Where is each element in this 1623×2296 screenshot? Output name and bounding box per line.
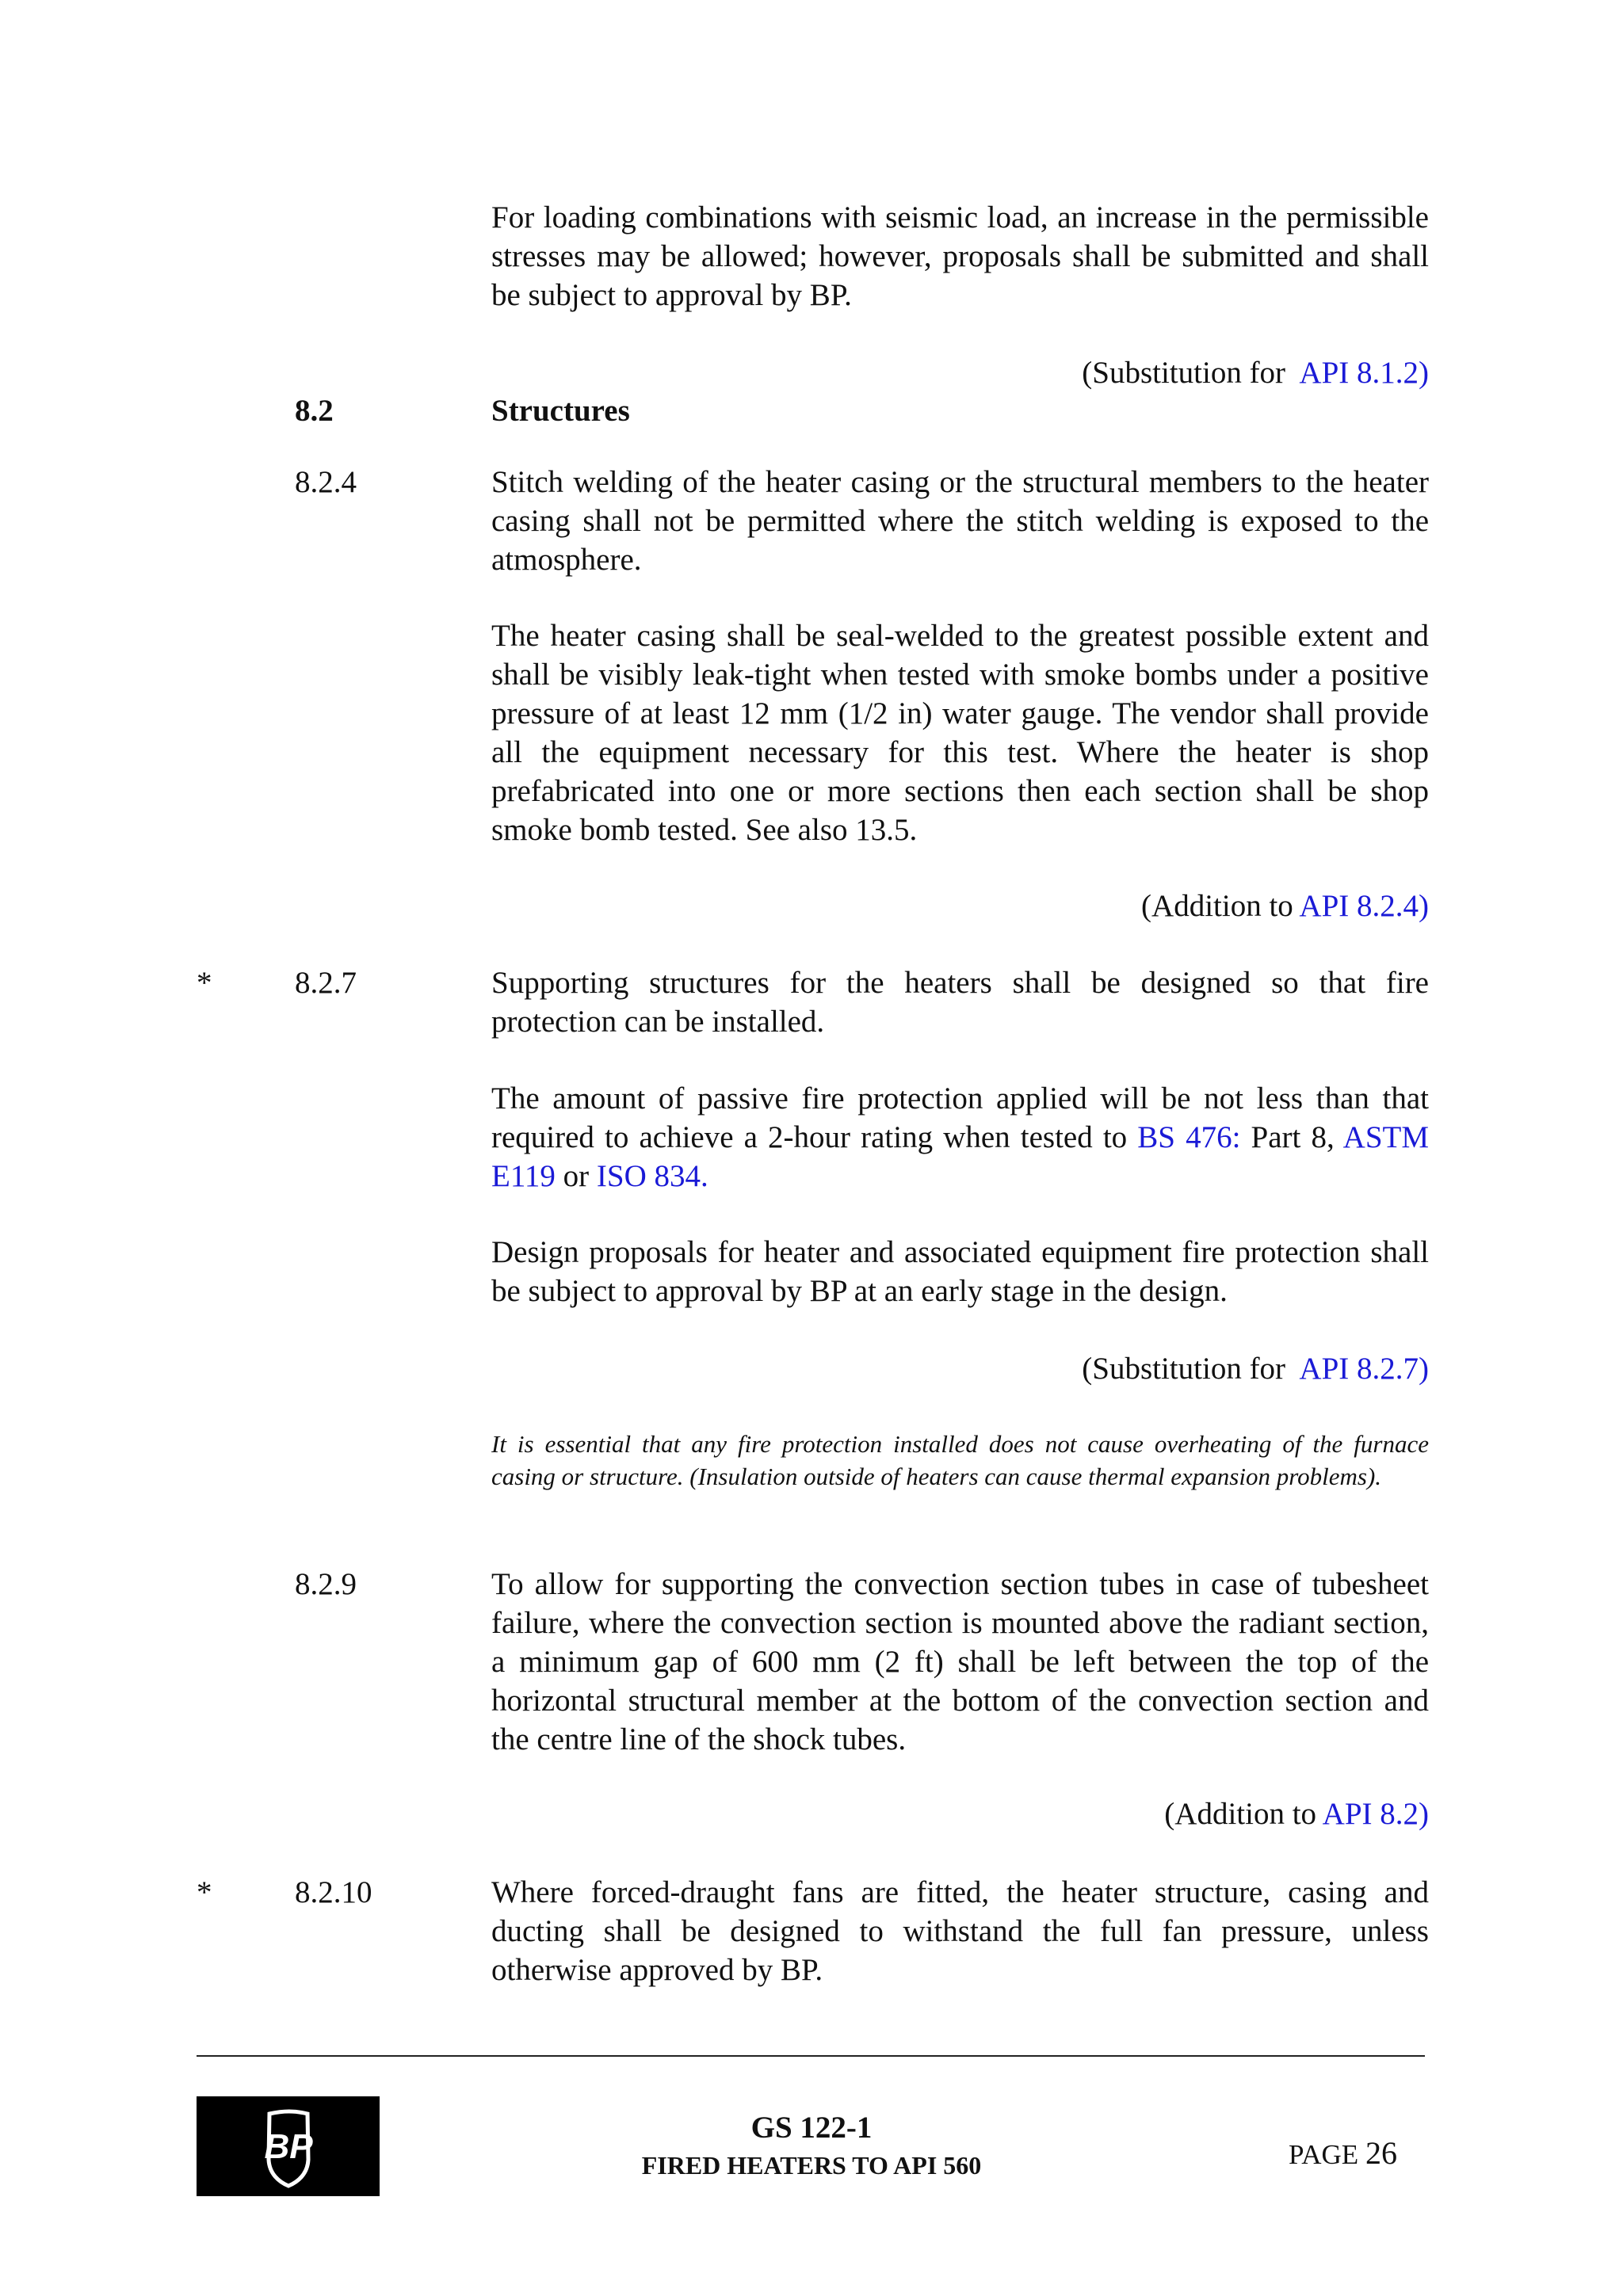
section-8-2-4-p1-block xyxy=(491,463,1429,579)
section-8-2-7-p2: The amount of passive fire protection applied will be not less than that required to achieve a 2-hour rating when tested to BS 476: Part 8, ASTM E119 or ISO 834. xyxy=(491,1081,1430,1193)
section-8-2-4-p2: The heater casing shall be seal-welded to the greatest possible extent and shall be visibly leak-tight when tested with smoke bombs under a positive pressure of at least 12 mm (1/2 in) water gauge. The vendor shall provide all the equipment necessary for this test. Where the heater is shop prefabricated into one or more sections then each section shall be shop smoke bomb tested. See also 13.5. xyxy=(491,619,1429,847)
api-8-2-link[interactable]: API 8.2) xyxy=(1322,1797,1429,1831)
seismic-paragraph: For loading combinations with seismic load, an increase in the permissible stresses may be allowed; however, proposals shall be submitted and shall be subject to approval by BP. xyxy=(491,200,1429,312)
section-8-2-number: 8.2 xyxy=(295,394,334,428)
section-8-2-10-p1: Where forced-draught fans are fitted, the heater structure, casing and ducting shall be designed to withstand the full fan pressure, unless otherwise approved by BP. xyxy=(491,1875,1429,1987)
section-8-2-4-number: 8.2.4 xyxy=(295,465,357,499)
section-8-2-title: Structures xyxy=(491,394,630,428)
section-8-2-4-p2-block xyxy=(491,616,1429,849)
footer-divider xyxy=(197,2055,1425,2057)
astm-e119-link[interactable]: ASTM E119 xyxy=(491,1120,1430,1193)
section-8-2-9-p1: To allow for supporting the convection section tubes in case of tubesheet failure, where the convection section is mounted above the radiant section, a minimum gap of 600 mm (2 ft) shall be left between the top of the horizontal structural member at the bottom of the convection section and the centre line of the shock tubes. xyxy=(491,1567,1429,1756)
section-8-2-7-p3-block xyxy=(491,1233,1429,1310)
reference-api-8-2-7: (Substitution for API 8.2.7) xyxy=(1082,1352,1429,1386)
reference-api-8-1-2: (Substitution for API 8.1.2) xyxy=(1082,356,1429,390)
seismic-paragraph-block xyxy=(491,198,1429,315)
page-label: PAGE xyxy=(1289,2139,1359,2170)
section-8-2-10-number: 8.2.10 xyxy=(295,1875,372,1909)
page-number xyxy=(1289,2135,1397,2171)
section-8-2-7-p2-block xyxy=(491,1079,1429,1196)
document-id: GS 122-1 xyxy=(750,2111,873,2145)
api-8-2-7-link[interactable]: API 8.2.7) xyxy=(1299,1352,1429,1386)
section-8-2-9-number: 8.2.9 xyxy=(295,1567,357,1601)
change-marker: * xyxy=(197,1875,212,1909)
section-8-2-10-p1-block xyxy=(491,1873,1429,1989)
document-title: FIRED HEATERS TO API 560 xyxy=(641,2151,982,2180)
guidance-note-block xyxy=(491,1428,1429,1493)
bs-476-link[interactable]: BS 476: xyxy=(1137,1120,1241,1154)
page-number-value: 26 xyxy=(1365,2135,1397,2171)
section-8-2-9-p1-block xyxy=(491,1565,1429,1759)
api-8-1-2-link[interactable]: API 8.1.2) xyxy=(1299,356,1429,390)
change-marker: * xyxy=(197,966,212,1000)
section-8-2-4-p1: Stitch welding of the heater casing or the structural members to the heater casing shall not be permitted where the stitch welding is exposed to the atmosphere. xyxy=(491,465,1429,577)
section-8-2-7-p1: Supporting structures for the heaters shall be designed so that fire protection can be installed. xyxy=(491,966,1429,1039)
section-8-2-7-number: 8.2.7 xyxy=(295,966,357,1000)
api-8-2-4-link[interactable]: API 8.2.4) xyxy=(1299,889,1429,923)
svg-text:BP: BP xyxy=(264,2127,313,2166)
reference-api-8-2-4: (Addition to API 8.2.4) xyxy=(1141,889,1429,923)
guidance-note: It is essential that any fire protection installed does not cause overheating of the furnace casing or structure. (Insulation outside of heaters can cause thermal expansion problems). xyxy=(491,1430,1429,1490)
iso-834-link[interactable]: ISO 834. xyxy=(596,1159,708,1193)
section-8-2-7-p1-block xyxy=(491,963,1429,1041)
section-8-2-7-p3: Design proposals for heater and associated equipment fire protection shall be subject to approval by BP at an early stage in the design. xyxy=(491,1235,1429,1308)
reference-api-8-2: (Addition to API 8.2) xyxy=(1164,1797,1429,1831)
